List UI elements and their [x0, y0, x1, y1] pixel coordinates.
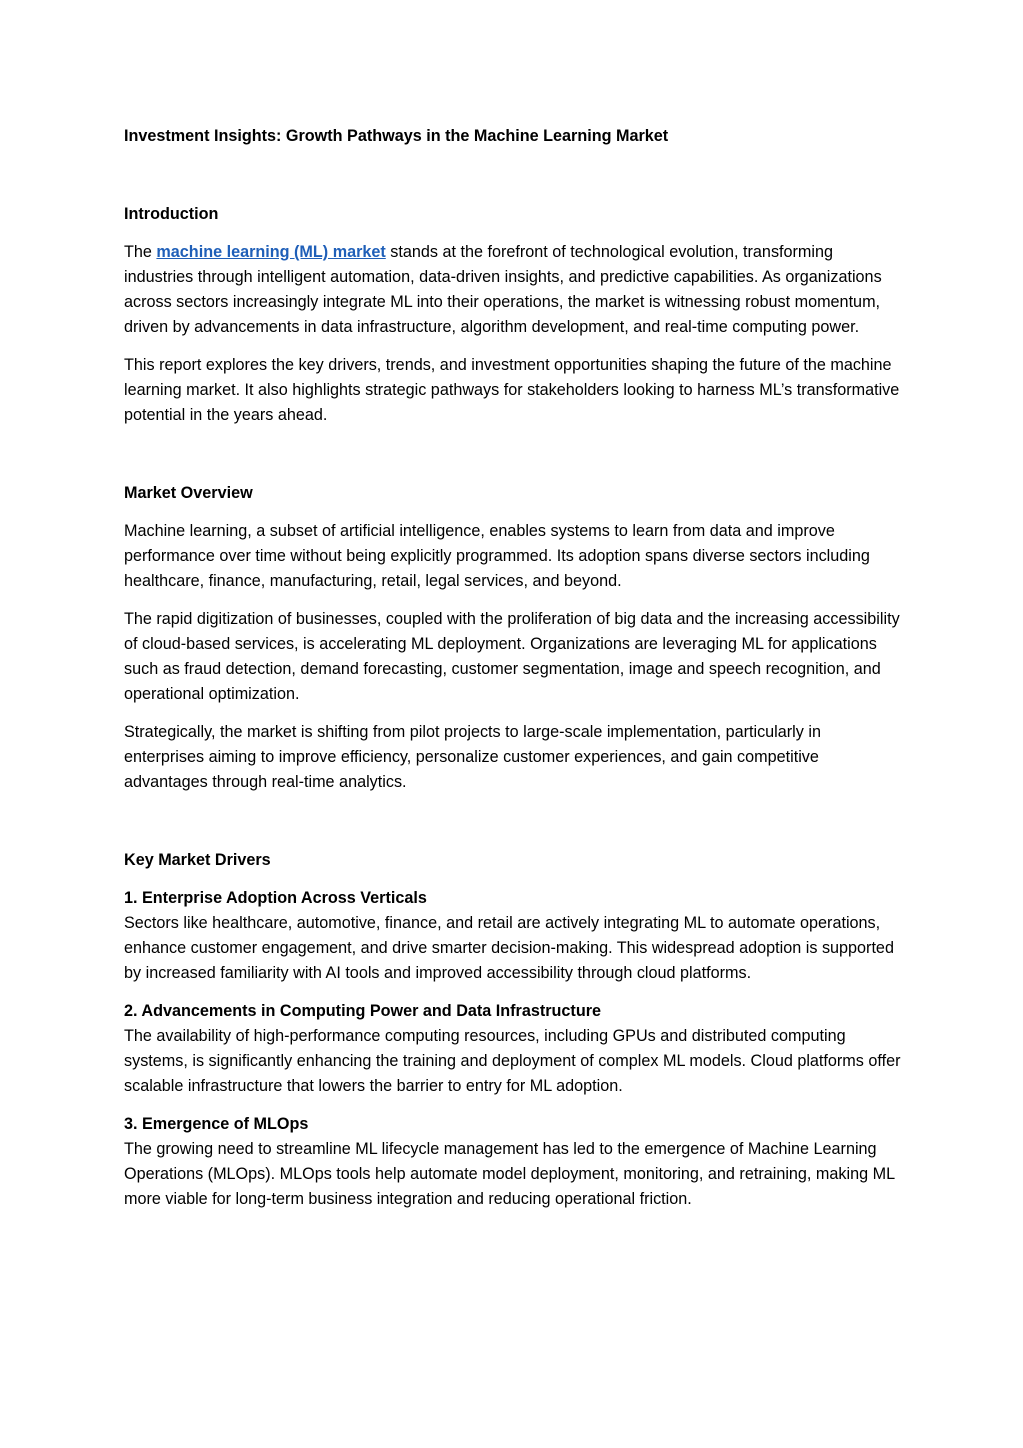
driver-item-1	[124, 886, 902, 986]
introduction-heading: Introduction	[124, 205, 219, 223]
document-title: Investment Insights: Growth Pathways in the Machine Learning Market	[124, 127, 669, 145]
ml-market-link[interactable]: machine learning (ML) market	[156, 243, 386, 261]
market-overview-paragraph-2: The rapid digitization of businesses, coupled with the proliferation of big data and the increasing accessibility of cloud-based services, is accelerating ML deployment. Organizations are leveraging ML for applications such as fraud detection, demand forecasting, customer segmentation, image and speech recognition, and operational optimization.	[124, 610, 900, 703]
driver-body: The growing need to streamline ML lifecycle management has led to the emergence of Machine Learning Operations (MLOps). MLOps tools help automate model deployment, monitoring, and retraining, making ML more viable for long-term business integration and reducing operational friction.	[124, 1140, 895, 1208]
driver-title: 1. Enterprise Adoption Across Verticals	[124, 889, 427, 907]
market-overview-heading: Market Overview	[124, 484, 253, 502]
key-drivers-heading: Key Market Drivers	[124, 851, 271, 869]
driver-title: 2. Advancements in Computing Power and Data Infrastructure	[124, 1002, 602, 1020]
document-page	[124, 124, 902, 1225]
intro-text-before-link: The	[124, 243, 157, 261]
driver-item-3	[124, 1112, 902, 1212]
driver-body: The availability of high-performance computing resources, including GPUs and distributed computing systems, is significantly enhancing the training and deployment of complex ML models. Cloud platforms offer scalable infrastructure that lowers the barrier to entry for ML adoption.	[124, 1027, 901, 1095]
driver-item-2	[124, 999, 902, 1099]
introduction-paragraph-1	[124, 240, 902, 340]
driver-title: 3. Emergence of MLOps	[124, 1115, 309, 1133]
driver-body: Sectors like healthcare, automotive, finance, and retail are actively integrating ML to automate operations, enhance customer engagement, and drive smarter decision-making. This widespread adoption is supported by increased familiarity with AI tools and improved accessibility through cloud platforms.	[124, 914, 894, 982]
section-spacer	[124, 441, 902, 481]
market-overview-paragraph-1: Machine learning, a subset of artificial intelligence, enables systems to learn from data and improve performance over time without being explicitly programmed. Its adoption spans diverse sectors including healthcare, finance, manufacturing, retail, legal services, and beyond.	[124, 522, 870, 590]
market-overview-paragraph-3: Strategically, the market is shifting from pilot projects to large-scale implementation, particularly in enterprises aiming to improve efficiency, personalize customer experiences, and gain competitive advantages through real-time analytics.	[124, 723, 821, 791]
intro-text-after-link: stands at the forefront of technological evolution, transforming industries through intelligent automation, data-driven insights, and predictive capabilities. As organizations across sectors increasingly integrate ML into their operations, the market is witnessing robust momentum, driven by advancements in data infrastructure, algorithm development, and real-time computing power.	[124, 243, 882, 336]
introduction-paragraph-2: This report explores the key drivers, trends, and investment opportunities shaping the future of the machine learning market. It also highlights strategic pathways for stakeholders looking to harness ML’s transformative potential in the years ahead.	[124, 356, 900, 424]
section-spacer	[124, 808, 902, 848]
